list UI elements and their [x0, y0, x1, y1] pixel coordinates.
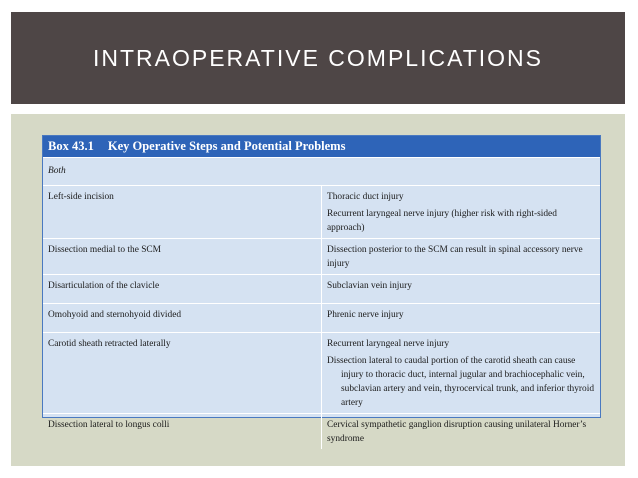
box-header [43, 136, 600, 157]
table-row [43, 414, 600, 450]
problem-text: Dissection posterior to the SCM can result in spinal accessory nerve injury [327, 245, 583, 269]
problem-cell [322, 275, 601, 304]
problem-cell [322, 333, 601, 414]
problem-text: Phrenic nerve injury [327, 310, 404, 320]
problem-cell [322, 304, 601, 333]
operative-steps-box [42, 135, 601, 444]
problem-text: Recurrent laryngeal nerve injury (higher risk with right-sided approach) [327, 209, 557, 233]
slide-title-bar [11, 12, 625, 104]
problem-text: Dissection lateral to caudal portion of the carotid sheath can cause injury to thoracic duct, internal jugular and brachiocephalic vein, subclavian artery and vein, thyrocervical trunk, and inferior thyroid artery [327, 356, 595, 408]
table-row [43, 304, 600, 333]
step-cell: Left-side incision [43, 186, 322, 239]
problem-cell [322, 239, 601, 275]
table-row [43, 186, 600, 239]
step-cell: Disarticulation of the clavicle [43, 275, 322, 304]
slide-title: INTRAOPERATIVE COMPLICATIONS [92, 44, 544, 71]
problem-text: Recurrent laryngeal nerve injury [327, 339, 450, 349]
steps-table [43, 157, 600, 449]
step-cell: Dissection lateral to longus colli [43, 414, 322, 450]
problem-cell [322, 186, 601, 239]
problem-cell [322, 414, 601, 450]
problem-text: Subclavian vein injury [327, 281, 412, 291]
step-cell: Omohyoid and sternohyoid divided [43, 304, 322, 333]
box-number: Box 43.1 [48, 139, 94, 153]
step-cell: Dissection medial to the SCM [43, 239, 322, 275]
table-row [43, 239, 600, 275]
section-row [43, 158, 600, 186]
step-cell: Carotid sheath retracted laterally [43, 333, 322, 414]
problem-text: Cervical sympathetic ganglion disruption causing unilateral Horner’s syndrome [327, 420, 587, 444]
section-label: Both [43, 158, 600, 186]
table-row [43, 275, 600, 304]
problem-text: Thoracic duct injury [327, 192, 404, 202]
table-row [43, 333, 600, 414]
box-heading: Key Operative Steps and Potential Problems [107, 139, 346, 153]
